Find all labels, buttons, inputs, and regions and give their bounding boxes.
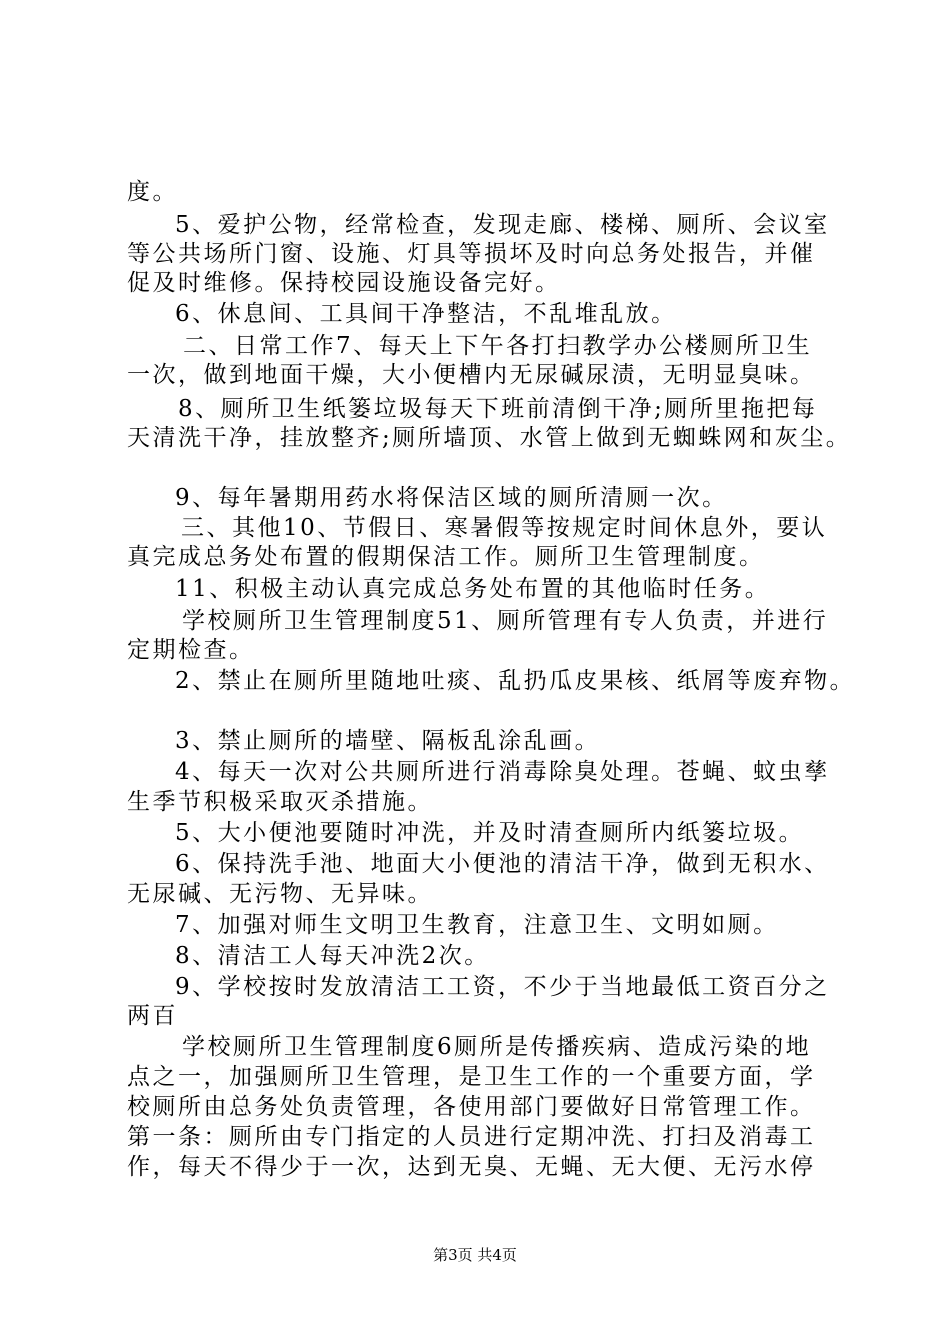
- text-line: 作，每天不得少于一次，达到无臭、无蝇、无大便、无污水停: [127, 1154, 816, 1180]
- text-line: 校厕所由总务处负责管理，各使用部门要做好日常管理工作。: [127, 1094, 816, 1120]
- text-line: 5、大小便池要随时冲洗，并及时清查厕所内纸篓垃圾。: [175, 820, 805, 846]
- text-line: 第一条：厕所由专门指定的人员进行定期冲洗、打扫及消毒工: [127, 1124, 816, 1150]
- text-line: 点之一，加强厕所卫生管理，是卫生工作的一个重要方面，学: [127, 1064, 816, 1090]
- text-line: 等公共场所门窗、设施、灯具等损坏及时向总务处报告，并催: [127, 241, 816, 267]
- text-line: 8、厕所卫生纸篓垃圾每天下班前清倒干净;厕所里拖把每: [178, 396, 818, 422]
- text-line: 11、积极主动认真完成总务处布置的其他临时任务。: [175, 576, 771, 602]
- text-line: 定期检查。: [127, 637, 255, 663]
- text-line: 天清洗干净，挂放整齐;厕所墙顶、水管上做到无蜘蛛网和灰尘。: [127, 425, 852, 451]
- text-line: 2、禁止在厕所里随地吐痰、乱扔瓜皮果核、纸屑等废弃物。: [175, 668, 856, 694]
- text-line: 7、加强对师生文明卫生教育，注意卫生、文明如厕。: [175, 912, 779, 938]
- text-line: 三、其他10、节假日、寒暑假等按规定时间休息外，要认: [181, 515, 828, 541]
- text-line: 生季节积极采取灭杀措施。: [127, 789, 433, 815]
- text-line: 6、休息间、工具间干净整洁，不乱堆乱放。: [175, 301, 677, 327]
- text-line: 3、禁止厕所的墙壁、隔板乱涂乱画。: [175, 728, 601, 754]
- text-line: 5、爱护公物，经常检查，发现走廊、楼梯、厕所、会议室: [175, 212, 830, 238]
- text-line: 学校厕所卫生管理制度51、厕所管理有专人负责，并进行: [182, 608, 829, 634]
- text-line: 8、清洁工人每天冲洗2次。: [175, 943, 490, 969]
- text-line: 9、学校按时发放清洁工工资，不少于当地最低工资百分之: [175, 974, 830, 1000]
- text-line: 真完成总务处布置的假期保洁工作。厕所卫生管理制度。: [127, 544, 765, 570]
- text-line: 二、日常工作7、每天上下午各打扫教学办公楼厕所卫生: [183, 333, 813, 359]
- text-line: 9、每年暑期用药水将保洁区域的厕所清厕一次。: [175, 485, 728, 511]
- page-number-footer: 第3页 共4页: [433, 1246, 517, 1264]
- text-line: 4、每天一次对公共厕所进行消毒除臭处理。苍蝇、蚊虫孳: [175, 759, 830, 785]
- text-line: 6、保持洗手池、地面大小便池的清洁干净，做到无积水、: [175, 851, 830, 877]
- text-line: 学校厕所卫生管理制度6厕所是传播疾病、造成污染的地: [182, 1034, 812, 1060]
- text-line: 无尿碱、无污物、无异味。: [127, 881, 433, 907]
- text-line: 一次，做到地面干燥，大小便槽内无尿碱尿渍，无明显臭味。: [127, 362, 816, 388]
- text-line: 两百: [127, 1003, 178, 1029]
- text-line: 度。: [127, 179, 178, 205]
- text-line: 促及时维修。保持校园设施设备完好。: [127, 270, 561, 296]
